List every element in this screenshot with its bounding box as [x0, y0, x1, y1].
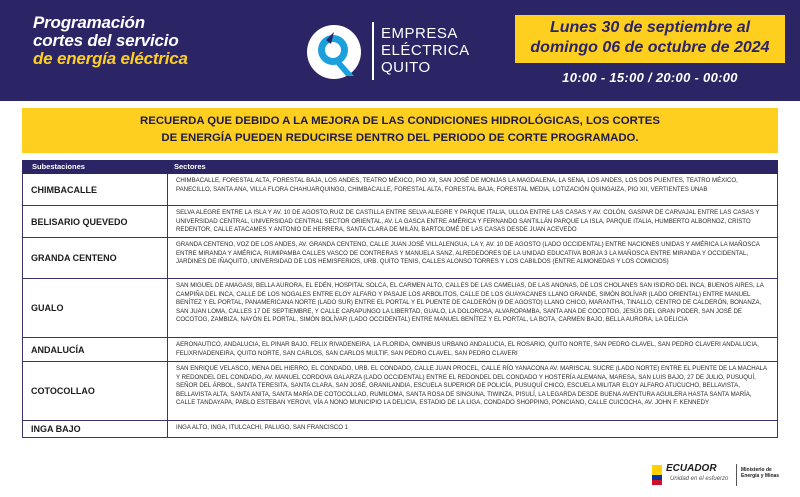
table-row	[22, 362, 778, 421]
ecuador-flag-icon	[652, 465, 662, 485]
table-row	[22, 174, 778, 206]
government-name: ECUADOR	[666, 463, 717, 474]
ministry-line-1: Ministerio de	[741, 467, 772, 473]
substation-cell: BELISARIO QUEVEDO	[23, 206, 168, 237]
table-row	[22, 421, 778, 438]
table-row	[22, 206, 778, 238]
substation-cell: GUALO	[23, 279, 168, 337]
header-substations: Subestaciones	[32, 162, 85, 171]
substation-cell: ANDALUCÍA	[23, 338, 168, 361]
outage-hours: 10:00 - 15:00 / 20:00 - 00:00	[562, 70, 738, 85]
company-line-1: EMPRESA	[381, 25, 458, 42]
date-line-2: domingo 06 de octubre de 2024	[530, 39, 770, 56]
sectors-cell: SAN MIGUEL DE AMAGASI, BELLA AURORA, EL EDÉN, HOSPITAL SOLCA, EL CARMEN ALTO, CALLES DE LAS CAMELIAS, DE LAS ANONAS, DE LOS CHOLANES SAN ISIDRO DEL INCA, BUENOS AIRES, LA CAMPIÑA DEL INCA, CALLE DE LOS NOGALES ENTRE ELOY ALFARO Y PASAJE LOS ARBOLITOS, CALLE DE LOS GUAYACANES LLANO GRANDE, SIMÓN BOLÍVAR (LADO ORIENTAL) ENTRE MANUEL BENÍTEZ Y EL PORTAL, PANAMERICANA NORTE (LADO SUR) ENTRE EL PORTAL Y EL PUENTE DE CALDERÓN (9 DE AGOSTO) LLANO CHICO, MARANTHA, TINALLO, CENTRO DE CALDERÓN, BONANZA, SAN JUAN LOMA, CALLES 17 DE SEPTIEMBRE, Y CALLE CARAPUNGO LA LIBERTAD, GUALO, LA DOLOROSA, ALVAROPAMBA, SANTA ANA DE COCOTOG, JESÚS DEL GRAN PODER, SAN JOSÉ DE COCOTOG, ZAMBIZA, NAYÓN EL PORTAL, SIMÓN BOLÍVAR (LADO OCCIDENTAL) ENTRE MANUEL BENÍTEZ Y EL PORTAL, LA BOTA, CARMEN BAJO, BELLA AURORA, LA DELICIA	[176, 282, 764, 324]
schedule-title	[33, 14, 233, 68]
company-line-2: ELÉCTRICA	[381, 42, 470, 59]
sectors-cell: GRANDA CENTENO, VOZ DE LOS ANDES, AV. GRANDA CENTENO, CALLE JUAN JOSÉ VILLALENGUA, LA Y, AV. 10 DE AGOSTO (LADO OCCIDENTAL) ENTRE NACIONES UNIDAS Y AMÉRICA LA MAÑOSCA ENTRE MIRANDA Y AMÉRICA, RUMIPAMBA CALLES VASCO DE CONTRERAS Y MANUELA SANZ, ALREDEDORES DE LA UNIDAD EDUCATIVA BORJA 3 LA MAÑOSCA ENTRE MIRANDA Y OCCIDENTAL, JARDINES DE IÑAQUITO, UNIVERSIDAD DE LOS HEMISFERIOS, URB. QUITO TENIS, CALLES ALONSO TORRES Y LOS CABILDOS (ENTRE ALMONEDAS Y LOS COMICIOS)	[176, 241, 760, 266]
ministry-line-2: Energía y Minas	[741, 473, 780, 479]
header-sectors: Sectores	[174, 162, 206, 171]
company-line-3: QUITO	[381, 59, 431, 76]
notice-line-2: DE ENERGÍA PUEDEN REDUCIRSE DENTRO DEL PERIODO DE CORTE PROGRAMADO.	[161, 132, 639, 144]
table-row	[22, 279, 778, 338]
government-slogan: Unidad en el esfuerzo	[670, 476, 729, 482]
ministry-name	[741, 467, 785, 479]
sectors-cell: CHIMBACALLE, FORESTAL ALTA, FORESTAL BAJA, LOS ANDES, TEATRO MÉXICO, PIO XII, SAN JOSÉ DE MONJAS LA MAGDALENA, LA SENA, LOS ANDES, LOS DOS PUENTES, TEATRO MÉXICO, PANECILLO, SANTA ANA, VILLA FLORA CHAHUARQUINGO, CHIMBACALLE, FORESTAL ALTA, FORESTAL BAJA, FORESTAL MEDIA, LOTIZACIÓN QUINGAIZA, PIO XII, VERTIENTES UNAB	[176, 177, 738, 193]
substation-cell: GRANDA CENTENO	[23, 238, 168, 278]
title-line-1: Programación	[33, 13, 145, 32]
title-line-2: cortes del servicio	[33, 31, 179, 50]
substation-cell: CHIMBACALLE	[23, 174, 168, 205]
logo-divider	[372, 22, 374, 80]
company-name	[381, 25, 470, 76]
date-line-1: Lunes 30 de septiembre al	[549, 19, 751, 36]
notice-line-1: RECUERDA QUE DEBIDO A LA MEJORA DE LAS CONDICIONES HIDROLÓGICAS, LOS CORTES	[140, 115, 660, 127]
sectors-table	[22, 160, 778, 438]
sectors-cell: INGA ALTO, INGA, ITULCACHI, PALUGO, SAN FRANCISCO 1	[176, 424, 349, 431]
table-header	[22, 160, 778, 174]
government-footer	[652, 461, 782, 489]
hydrology-notice	[22, 108, 778, 153]
sectors-cell: SELVA ALEGRE ENTRE LA ISLA Y AV. 10 DE AGOSTO,RUIZ DE CASTILLA ENTRE SELVA ALEGRE Y PARQUE ITALIA, ULLOA ENTRE LAS CASAS Y AV. COLÓN, GASPAR DE CARVAJAL ENTRE LAS CASAS Y UNIVERSIDAD CENTRAL, UNIVERSIDAD CENTRAL SECTOR ORIENTAL, AV. LA GASCA ENTRE AMÉRICA Y FERNANDO SANTILLÁN PARQUE LA ISLA, PARQUE ITALIA, HUMBERTO ALBORNOZ, CRISTO REDENTOR, CALLE ATACAMES Y ANTONIO DE HERRERA, SANTA CLARA DE MILÁN, BARTOLOMÉ DE LAS CASAS DESDE JUAN ACEVEDO	[176, 209, 760, 234]
header-banner	[0, 0, 800, 101]
date-range-box	[515, 15, 785, 63]
sectors-cell: AERONAUTICO, ANDALUCIA, EL PINAR BAJO, FELIX RIVADENEIRA, LA FLORIDA, OMNIBUS URBANO ANDALUCIA, EL ROSARIO, QUITO NORTE, SAN PEDRO CLAVEL, SAN PEDRO CLAVERI ANDALUCIA, FELIXRIVADENEIRA, QUITO NORTE, SAN CARLOS, SAN CARLOS MULTIF, SAN PEDRO CLAVEL, SAN PEDRO CLAVERI	[176, 341, 759, 357]
eeq-logo-icon	[304, 22, 364, 82]
substation-cell: COTOCOLLAO	[23, 362, 168, 420]
sectors-cell: SAN ENRIQUE VELASCO, MENA DEL HIERRO, EL CONDADO, URB. EL CONDADO, CALLE JUAN PROCEL, CALLE RÍO YANACONA AV. MARISCAL SUCRE (LADO NORTE) ENTRE EL PUENTE DE LA MACHALA Y REDONDEL DEL CONDADO, AV. MANUEL CORDOVA GALARZA (LADO OCCIDENTAL) ENTRE EL REDONDEL DEL CONDADO Y HOSTERÍA ALEMANA, MARESA, SAN LUIS BAJO, 27 DE JULIO, PUSUQUÍ, SEÑOR DEL ÁRBOL, SANTA TERESITA, SANTA CLARA, SAN JOSÉ, GRANILANDIA, ESCUELA SUPERIOR DE POLICÍA, PUSUQUÍ CHICO, ESCUELA MILITAR ELOY ALFARO ATUCUCHO, BELLAVISTA, BELLAVISTA ALTA, SANTA ANITA, SANTA MARÍA DE COTOCOLLAO, RUMILOMA, SANTA ROSA DE SINGUNA, TIWINZA, PISULÍ, LA LEGARDA DESDE BUENA AVENTURA AGUILERA HASTA SANTA MARÍA, CALLE TANDAYAPA, PABLO ESTEBAN YEROVI, VÍA A NONO MUNICIPIO LA DELICIA, ESTADIO DE LA LIGA, CONDADO SHOPPING, PONCIANO, CALLE CUICOCHA, AV. JOHN F. KENNEDY	[176, 365, 767, 407]
table-row	[22, 338, 778, 362]
ministry-divider	[736, 464, 737, 486]
title-line-3: de energía eléctrica	[33, 49, 188, 68]
table-row	[22, 238, 778, 279]
substation-cell: INGA BAJO	[23, 421, 168, 437]
